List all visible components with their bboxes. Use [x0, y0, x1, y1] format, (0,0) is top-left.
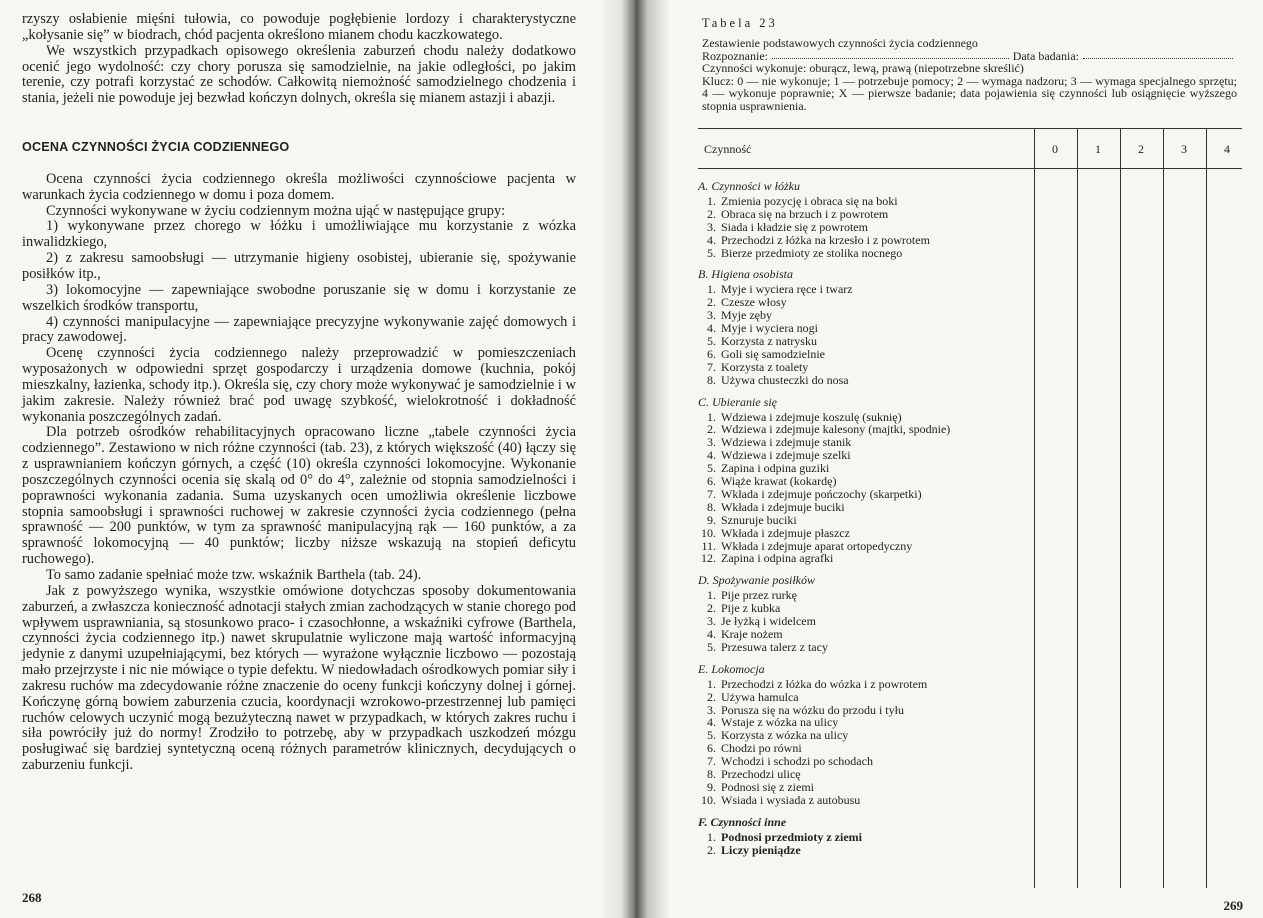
row-label: Sznuruje buciki: [721, 512, 797, 527]
paragraph: We wszystkich przypadkach opisowego określenia zaburzeń chodu należy dodatkowo ocenić jego wydolność: czy chory porusza się samodzielnie, na jakie odległości, po jakim terenie, czy potrafi korzystać ze schodów. Całkowitą niemożność samodzielnego chodzenia i stania, jeżeli nie powoduje jej bezwład kończyn dolnych, określa się mianem astazji i abazji.: [22, 42, 576, 107]
score-column-header: 4: [1224, 142, 1230, 156]
table-column-rule: [1077, 128, 1078, 888]
row-number: 6.: [707, 741, 716, 756]
row-label: Przesuwa talerz z tacy: [721, 639, 828, 654]
row-label: Wkłada i zdejmuje buciki: [721, 499, 845, 514]
score-column-header: 0: [1052, 142, 1058, 156]
table-row: [698, 208, 1098, 221]
row-number: 1.: [707, 676, 716, 691]
table-row: [698, 552, 1098, 565]
table-row: [698, 678, 1098, 691]
table-caption: Tabela 23: [702, 16, 778, 30]
row-number: 2.: [707, 206, 716, 221]
row-number: 8.: [707, 499, 716, 514]
table-column-rule: [1120, 128, 1121, 888]
table-top-rule: [698, 128, 1242, 129]
row-label: Korzysta z wózka na ulicy: [721, 728, 849, 743]
row-number: 5.: [707, 461, 716, 476]
row-label: Obraca się na brzuch i z powrotem: [721, 206, 889, 221]
section-title: E. Lokomocja: [698, 661, 765, 676]
row-label: Kraje nożem: [721, 627, 783, 641]
row-label: Myje zęby: [721, 308, 772, 323]
table-row: [698, 488, 1098, 501]
section-title: D. Spożywanie posiłków: [698, 573, 815, 588]
paragraph: rzyszy osłabienie mięśni tułowia, co powoduje pogłębienie lordozy i charakterystyczne „kołysanie się” w biodrach, chód pacjenta określono mianem chodu kaczkowatego.: [22, 11, 576, 43]
section-title: F. Czynności inne: [698, 814, 787, 829]
row-label: Myje i wyciera nogi: [721, 321, 818, 336]
table-row: [698, 794, 1098, 807]
score-column-header: 1: [1095, 142, 1101, 156]
row-number: 5.: [707, 333, 716, 348]
row-number: 4.: [707, 448, 716, 463]
row-label: Używa chusteczki do nosa: [721, 372, 849, 387]
row-label: Zapina i odpina agrafki: [721, 551, 834, 566]
row-label: Wdziewa i zdejmuje kalesony (majtki, spodnie): [721, 422, 951, 437]
score-column-header: 2: [1138, 142, 1144, 156]
row-number: 4.: [707, 321, 716, 336]
row-number: 10.: [701, 525, 716, 540]
list-item: 4) czynności manipulacyjne — zapewniające precyzyjne wykonywanie zajęć domowych i pracy zawodowej.: [22, 313, 576, 346]
row-label: Zmienia pozycję i obraca się na boki: [721, 193, 898, 208]
table-row: [698, 361, 1098, 374]
table-section: [698, 663, 1098, 807]
activity-table: [698, 128, 1242, 888]
row-label: Chodzi po równi: [721, 741, 802, 756]
row-number: 7.: [707, 486, 716, 501]
table-column-rule: [1163, 128, 1164, 888]
row-label: Siada i kładzie się z powrotem: [721, 219, 868, 234]
row-label: Przechodzi z łóżka do wózka i z powrotem: [721, 676, 928, 691]
row-label: Podnosi przedmioty z ziemi: [721, 829, 862, 844]
instructions: Czynności wykonuje: oburącz, lewą, prawą (niepotrzebne skreślić): [702, 61, 1024, 76]
section-heading: OCENA CZYNNOŚCI ŻYCIA CODZIENNEGO: [22, 140, 290, 155]
row-number: 2.: [707, 689, 716, 704]
table-row: [698, 691, 1098, 704]
paragraph: Jak z powyższego wynika, wszystkie omówione dotychczas sposoby dokumentowania zaburzeń, a zwłaszcza konieczność adnotacji stałych zmian zachodzących w stanie chorego pod wpływem usprawniania, są stosunkowo praco- i czasochłonne, a wskaźniki cyfrowe (Barthela, czynności życia codziennego itp.) nawet skrupulatnie wyliczone mają wartość informacyjną jedynie z danymi uzupełniającymi, bez których — wyrażone wyłącznie liczbowo — pozostają mało przejrzyste i nic nie mówiące o typie defektu. W niedowładach ośrodkowych pomiar siły i zakresu ruchów ma zdecydowanie różne znaczenie do oceny funkcji kończyny dolnej i górnej. Kończynę górną bowiem zaburzenia czucia, koordynacji wzrokowo-przestrzennej lub pamięci ruchów celowych uczynić mogą bezużyteczną nawet w przypadkach, w których zakres ruchu i siła powróciły już do normy! Zrodziło to potrzebę, aby w przypadkach uszkodzeń mózgu posługiwać się bardziej syntetyczną oceną różnych parametrów klinicznych, decydujących o zaburzeniu funkcji.: [22, 582, 576, 774]
list-item: 2) z zakresu samoobsługi — utrzymanie higieny osobistej, ubieranie się, spożywanie posiłków itp.,: [22, 250, 576, 282]
row-number: 5.: [707, 728, 716, 743]
table-row: [698, 844, 1098, 857]
page-number: 268: [22, 890, 42, 905]
table-row: [698, 221, 1098, 234]
row-label: Liczy pieniądze: [721, 842, 801, 857]
row-label: Zapina i odpina guziki: [721, 461, 830, 476]
row-number: 7.: [707, 359, 716, 374]
row-number: 5.: [707, 639, 716, 654]
row-number: 8.: [707, 372, 716, 387]
table-column-rule: [1206, 128, 1207, 888]
left-page-text: [22, 12, 576, 774]
row-label: Wchodzi i schodzi po schodach: [721, 754, 873, 769]
row-number: 1.: [707, 829, 716, 844]
table-row: [698, 641, 1098, 654]
row-number: 5.: [707, 245, 716, 260]
page-number: 269: [1223, 898, 1243, 913]
row-number: 7.: [707, 754, 716, 769]
score-column-header: 3: [1181, 142, 1187, 156]
paragraph: Czynności wykonywane w życiu codziennym można ująć w następujące grupy:: [46, 202, 506, 219]
row-number: 6.: [707, 346, 716, 361]
row-label: Wdziewa i zdejmuje koszulę (suknię): [721, 409, 902, 424]
row-number: 4.: [707, 715, 716, 730]
row-label: Wdziewa i zdejmuje stanik: [721, 435, 852, 450]
row-number: 2.: [707, 422, 716, 437]
row-number: 3.: [707, 702, 716, 717]
row-number: 1.: [707, 193, 716, 208]
row-label: Pije przez rurkę: [721, 588, 797, 603]
row-number: 3.: [707, 308, 716, 323]
row-label: Wiąże krawat (kokardę): [721, 474, 837, 489]
activity-list: [698, 180, 1098, 857]
table-row: [698, 527, 1098, 540]
list-item: 1) wykonywane przez chorego w łóżku i umożliwiające mu korzystanie z wózka inwalidzkiego,: [22, 218, 576, 251]
row-number: 1.: [707, 588, 716, 603]
section-title: C. Ubieranie się: [698, 394, 777, 409]
paragraph: To samo zadanie spełniać może tzw. wskaźnik Barthela (tab. 24).: [46, 567, 422, 583]
table-row: [698, 514, 1098, 527]
row-label: Korzysta z toalety: [721, 359, 809, 374]
table-row: [698, 781, 1098, 794]
row-number: 3.: [707, 435, 716, 450]
row-number: 4.: [707, 627, 716, 641]
row-label: Je łyżką i widelcem: [721, 614, 816, 629]
row-label: Bierze przedmioty ze stolika nocnego: [721, 245, 903, 260]
column-header-activity: Czynność: [704, 142, 752, 156]
row-label: Przechodzi z łóżka na krzesło i z powrotem: [721, 232, 930, 247]
table-header-block: [702, 37, 1237, 113]
table-row: [698, 195, 1098, 208]
row-number: 9.: [707, 512, 716, 527]
row-label: Porusza się na wózku do przodu i tyłu: [721, 702, 904, 717]
scoring-key: Klucz: 0 — nie wykonuje; 1 — potrzebuje pomocy; 2 — wymaga nadzoru; 3 — wymaga specjalnego sprzętu; 4 — wykonuje poprawnie; X — pierwsze badanie; data pojawienia się czynności lub osiągnięcie wyższego stopnia usprawnienia.: [702, 73, 1237, 113]
table-row: [698, 831, 1098, 844]
row-label: Pije z kubka: [721, 601, 781, 616]
row-number: 9.: [707, 779, 716, 794]
row-number: 2.: [707, 842, 716, 857]
table-row: [698, 247, 1098, 260]
paragraph: Dla potrzeb ośrodków rehabilitacyjnych opracowano liczne „tabele czynności życia codziennego”. Zestawiono w nich różne czynności (tab. 23), z których większość (40) łączy się z usprawnianiem kończyn górnych, a część (10) określa czynności lokomocyjne. Wykonanie poszczególnych czynności ocenia się skalą od 0° do 4°, zależnie od stopnia samodzielności i poprawności wykonania zadania. Suma uzyskanych ocen umożliwia określenie liczbowe stopnia samoobsługi i sprawności ruchowej w zakresie czynności życia codziennego (pełna sprawność — 200 punktów, w tym za sprawność manipulacyjną rąk — 160 punktów, a za sprawność lokomocyjną — 40 punktów; liczby niższe wskazują na stopień deficytu ruchowego).: [22, 424, 576, 568]
rozpoznanie-field: [772, 50, 1009, 60]
row-label: Myje i wyciera ręce i twarz: [721, 282, 853, 297]
row-label: Wsiada i wysiada z autobusu: [721, 792, 861, 807]
left-page: [0, 0, 628, 918]
table-row: [698, 335, 1098, 348]
data-badania-label: Data badania:: [1012, 48, 1079, 63]
table-row: [698, 374, 1098, 387]
section-title: A. Czynności w łóżku: [698, 179, 800, 193]
data-badania-field: [1083, 50, 1233, 60]
row-label: Używa hamulca: [721, 689, 799, 704]
table-row: [698, 234, 1098, 247]
row-number: 11.: [701, 538, 716, 553]
row-number: 12.: [701, 551, 716, 566]
row-number: 1.: [707, 409, 716, 424]
paragraph: Ocenę czynności życia codziennego należy przeprowadzić w pomieszczeniach wyposażonych w odpowiedni sprzęt gospodarczy i urządzenia domowe (kuchnia, pokój mieszkalny, łazienka, schody itp.). Określa się, czy chory może wykonywać je samodzielnie i w jakim zakresie. Należy również brać pod uwagę szybkość, wielokrotność i dokładność wykonania poszczególnych zadań.: [22, 345, 576, 425]
table-title: Zestawienie podstawowych czynności życia codziennego: [702, 36, 978, 50]
row-label: Wkłada i zdejmuje aparat ortopedyczny: [721, 538, 913, 553]
row-number: 3.: [707, 614, 716, 629]
table-section: [698, 574, 1098, 653]
table-row: [698, 348, 1098, 361]
row-label: Wdziewa i zdejmuje szelki: [721, 448, 851, 463]
row-number: 8.: [707, 767, 716, 782]
row-label: Wstaje z wózka na ulicy: [721, 715, 839, 730]
row-number: 2.: [707, 295, 716, 310]
row-label: Wkłada i zdejmuje płaszcz: [721, 525, 850, 540]
table-row: [698, 501, 1098, 514]
list-item: 3) lokomocyjne — zapewniające swobodne poruszanie się w domu i korzystanie ze wszelkich środków transportu,: [22, 281, 576, 314]
row-label: Goli się samodzielnie: [721, 346, 825, 361]
table-section: [698, 396, 1098, 566]
row-number: 4.: [707, 232, 716, 247]
section-title: B. Higiena osobista: [698, 267, 793, 282]
table-section: [698, 816, 1098, 857]
row-number: 1.: [707, 282, 716, 297]
table-header-rule: [698, 168, 1242, 169]
table-section: [698, 268, 1098, 386]
row-label: Wkłada i zdejmuje pończochy (skarpetki): [721, 486, 922, 501]
paragraph: Ocena czynności życia codziennego określa możliwości czynnościowe pacjenta w warunkach życia codziennego w domu i poza domem.: [22, 170, 576, 203]
table-section: [698, 180, 1098, 259]
row-label: Przechodzi ulicę: [721, 767, 801, 782]
row-number: 2.: [707, 601, 716, 616]
row-label: Korzysta z natrysku: [721, 333, 817, 348]
rozpoznanie-label: Rozpoznanie:: [702, 48, 768, 63]
table-column-rule: [1034, 128, 1035, 888]
row-number: 10.: [701, 792, 716, 807]
row-label: Czesze włosy: [721, 295, 787, 310]
row-number: 3.: [707, 219, 716, 234]
table-row: [698, 475, 1098, 488]
row-label: Podnosi się z ziemi: [721, 779, 814, 794]
table-row: [698, 628, 1098, 641]
row-number: 6.: [707, 474, 716, 489]
